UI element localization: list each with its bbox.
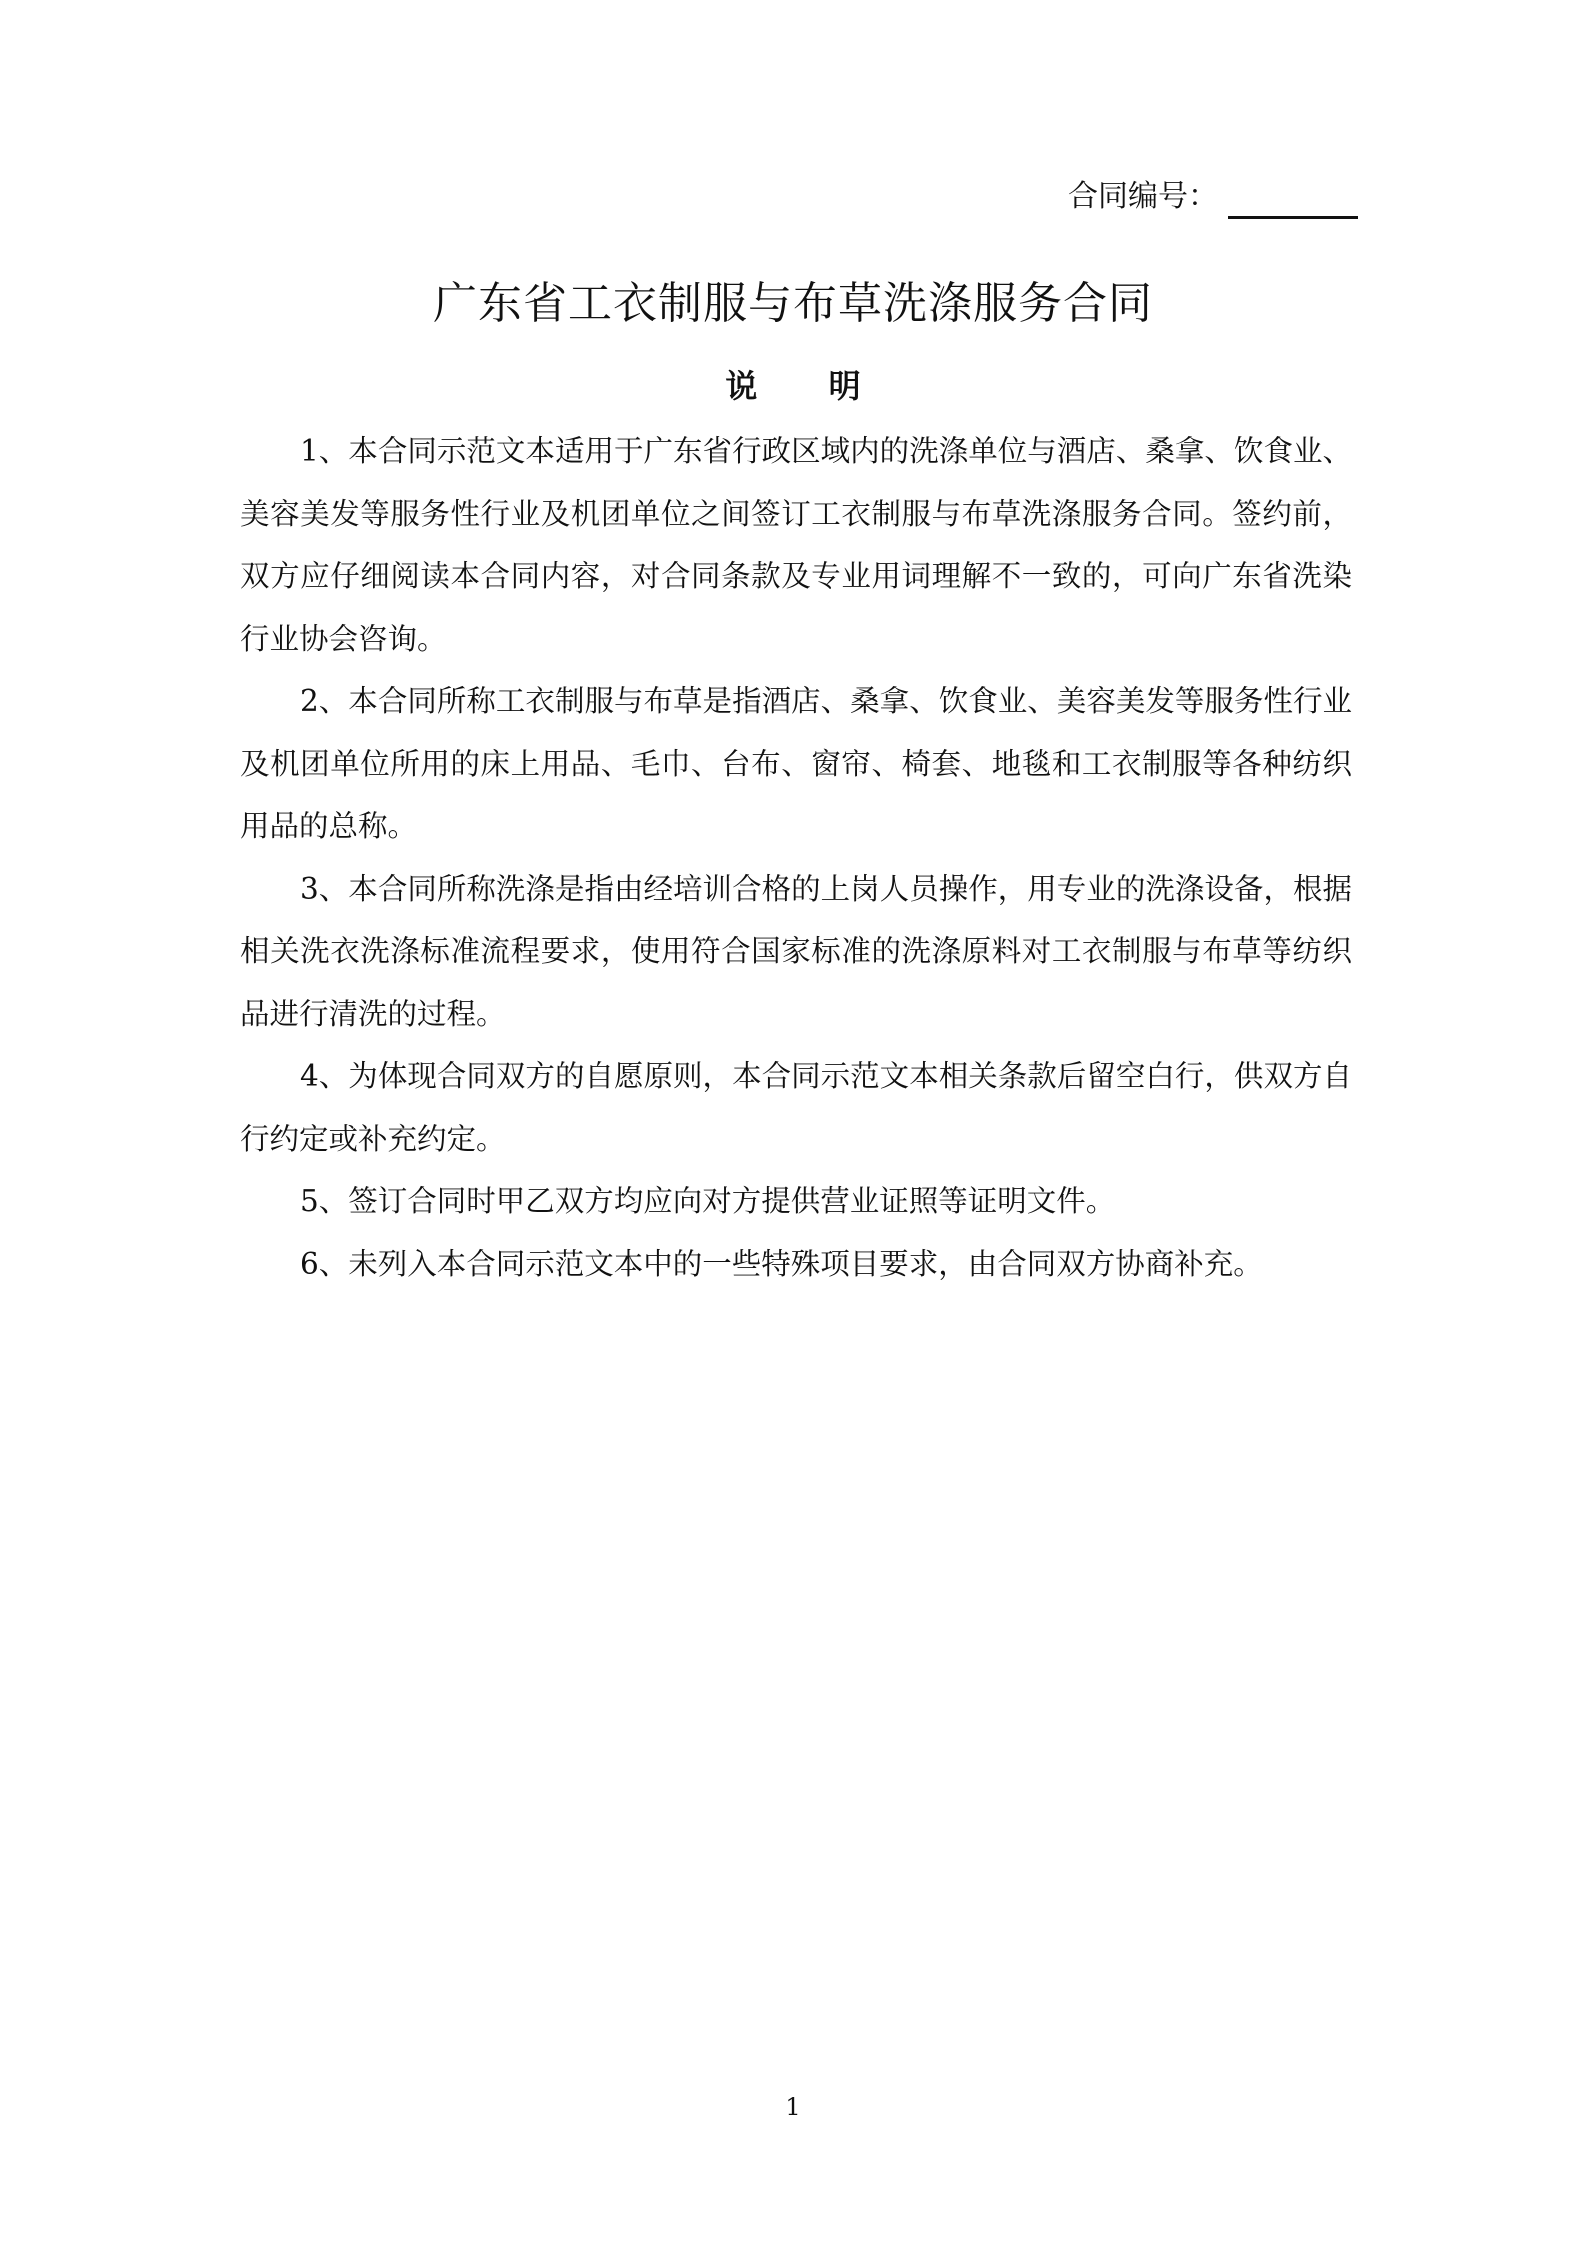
section-heading: 说 明 [725,367,891,405]
instruction-paragraph-1: 1、本合同示范文本适用于广东省行政区域内的洗涤单位与酒店、桑拿、饮食业、美容美发等服务性行业及机团单位之间签订工衣制服与布草洗涤服务合同。签约前，双方应仔细阅读本合同内容，对合同条款及专业用词理解不一致的，可向广东省洗染行业协会咨询。 [240,434,1352,656]
page-number: 1 [785,2093,801,2121]
document-title: 广东省工衣制服与布草洗涤服务合同 [433,278,1153,329]
instruction-paragraph-4: 4、为体现合同双方的自愿原则，本合同示范文本相关条款后留空白行，供双方自行约定或补充约定。 [240,1059,1352,1156]
contract-number-line [1068,175,1358,219]
instructions-body [240,420,1352,1295]
instruction-paragraph-2: 2、本合同所称工衣制服与布草是指酒店、桑拿、饮食业、美容美发等服务性行业及机团单位所用的床上用品、毛巾、台布、窗帘、椅套、地毯和工衣制服等各种纺织用品的总称。 [240,684,1352,843]
contract-number-label: 合同编号： [1068,179,1218,214]
instruction-paragraph-6: 6、未列入本合同示范文本中的一些特殊项目要求，由合同双方协商补充。 [300,1246,1263,1281]
instruction-paragraph-3: 3、本合同所称洗涤是指由经培训合格的上岗人员操作，用专业的洗涤设备，根据相关洗衣洗涤标准流程要求，使用符合国家标准的洗涤原料对工衣制服与布草等纺织品进行清洗的过程。 [240,871,1352,1031]
instruction-paragraph-5: 5、签订合同时甲乙双方均应向对方提供营业证照等证明文件。 [300,1184,1116,1218]
contract-number-blank [1228,182,1358,219]
